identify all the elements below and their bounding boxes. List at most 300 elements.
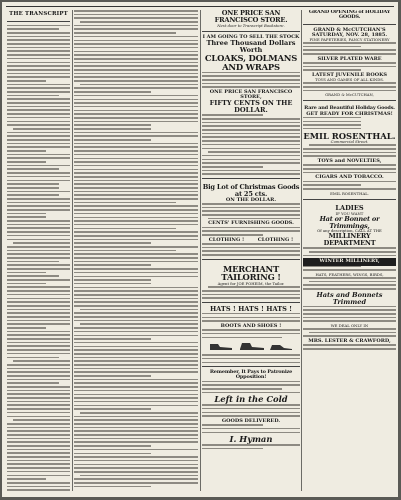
ad-firm: MRS. LESTER & CRAWFORD, bbox=[308, 338, 391, 345]
text-line bbox=[202, 404, 300, 406]
text-line bbox=[74, 69, 198, 71]
text-line bbox=[303, 266, 361, 268]
ad-boots: BOOTS AND SHOES ! bbox=[220, 322, 282, 329]
ad-offer: FIFTY CENTS ON THE DOLLAR. bbox=[209, 99, 293, 115]
ad-body bbox=[202, 404, 300, 417]
ad-body bbox=[303, 164, 396, 173]
masthead-rule bbox=[7, 21, 70, 22]
ad-body bbox=[202, 243, 300, 256]
text-line bbox=[74, 371, 198, 373]
text-line bbox=[74, 408, 151, 410]
text-line bbox=[7, 106, 70, 108]
text-line bbox=[74, 242, 151, 244]
text-line bbox=[74, 228, 176, 230]
text-line bbox=[7, 69, 70, 71]
text-line bbox=[74, 364, 198, 366]
text-line bbox=[74, 128, 151, 130]
text-line bbox=[303, 320, 396, 322]
ad-divider bbox=[202, 178, 300, 181]
text-line bbox=[74, 423, 198, 425]
text-line bbox=[13, 360, 70, 362]
text-line bbox=[7, 187, 59, 189]
text-line bbox=[74, 205, 198, 207]
ad-firm: GRAND & McCUTCHAN'S bbox=[313, 26, 386, 33]
text-line bbox=[74, 478, 198, 480]
text-line bbox=[303, 317, 396, 319]
ad-rule bbox=[202, 31, 300, 32]
text-line bbox=[202, 247, 300, 249]
text-line bbox=[80, 475, 198, 477]
text-line bbox=[7, 334, 70, 336]
text-line bbox=[303, 82, 396, 84]
ad-toys: TOYS AND GAMES OF ALL KINDS. bbox=[315, 77, 384, 83]
editorial-column bbox=[7, 10, 70, 493]
ad-left-in-cold: Left in the Cold bbox=[214, 394, 288, 405]
text-line bbox=[202, 412, 300, 414]
ad-department: MILLINERY DEPARTMENT bbox=[323, 232, 376, 248]
text-line bbox=[74, 91, 151, 93]
text-line bbox=[202, 170, 300, 172]
text-line bbox=[7, 316, 70, 318]
ad-merchant-tailoring bbox=[202, 265, 300, 299]
text-line bbox=[7, 272, 46, 274]
text-line bbox=[303, 164, 396, 166]
text-line bbox=[74, 430, 198, 432]
text-line bbox=[202, 173, 300, 175]
ad-title: Rare and Beautiful Holiday Goods. bbox=[304, 105, 395, 112]
column-rule bbox=[301, 10, 302, 491]
ad-christmas-goods bbox=[202, 184, 300, 256]
ad-name: EMIL ROSENTHAL. bbox=[303, 130, 396, 141]
text-line bbox=[208, 286, 300, 288]
text-line bbox=[74, 99, 198, 101]
text-line bbox=[208, 218, 300, 220]
text-line bbox=[74, 301, 198, 303]
text-line bbox=[7, 331, 70, 333]
text-line bbox=[74, 209, 198, 211]
text-line bbox=[74, 283, 151, 285]
text-line bbox=[74, 379, 198, 381]
text-line bbox=[7, 91, 70, 93]
ad-ready: GET READY FOR CHRISTMAS! bbox=[306, 110, 393, 117]
text-line bbox=[303, 284, 396, 286]
text-line bbox=[7, 239, 70, 241]
text-line bbox=[303, 309, 396, 311]
text-line bbox=[202, 428, 300, 430]
text-line bbox=[7, 338, 70, 340]
news-column bbox=[74, 10, 198, 493]
ad-body bbox=[202, 144, 300, 175]
text-line bbox=[74, 76, 198, 78]
text-line bbox=[7, 250, 70, 252]
text-line bbox=[303, 188, 396, 190]
text-line bbox=[74, 62, 198, 64]
text-line bbox=[74, 17, 198, 19]
text-line bbox=[7, 132, 70, 134]
text-line bbox=[7, 194, 59, 196]
text-line bbox=[202, 294, 300, 296]
text-line bbox=[74, 445, 151, 447]
text-line bbox=[74, 80, 198, 82]
text-line bbox=[74, 220, 198, 222]
text-line bbox=[80, 84, 198, 86]
text-line bbox=[303, 269, 396, 271]
text-line bbox=[74, 132, 198, 134]
ad-body bbox=[202, 354, 300, 363]
text-line bbox=[7, 62, 70, 64]
text-line bbox=[7, 95, 59, 97]
ad-opposition bbox=[202, 370, 300, 449]
text-line bbox=[74, 253, 198, 255]
text-line bbox=[74, 482, 198, 484]
text-line bbox=[74, 327, 198, 329]
text-line bbox=[202, 214, 300, 216]
text-line bbox=[7, 371, 70, 373]
text-line bbox=[74, 456, 198, 458]
text-line bbox=[7, 482, 70, 484]
text-line bbox=[202, 140, 300, 142]
text-line bbox=[74, 460, 198, 462]
text-line bbox=[7, 43, 70, 45]
text-line bbox=[7, 463, 70, 465]
text-line bbox=[74, 146, 198, 148]
text-line bbox=[303, 344, 396, 346]
masthead: THE TRANSCRIPT bbox=[9, 11, 68, 17]
text-line bbox=[74, 154, 198, 156]
text-line bbox=[7, 456, 70, 458]
text-line bbox=[74, 416, 198, 418]
text-line bbox=[74, 276, 198, 278]
text-line bbox=[202, 166, 263, 168]
ad-body bbox=[303, 344, 396, 349]
text-line bbox=[7, 216, 46, 218]
text-line bbox=[74, 375, 151, 377]
text-line bbox=[202, 125, 300, 127]
text-line bbox=[303, 313, 396, 315]
text-line bbox=[303, 306, 396, 308]
ad-goods-delivered: GOODS DELIVERED. bbox=[221, 417, 281, 424]
text-line bbox=[13, 419, 70, 421]
text-line bbox=[7, 124, 70, 126]
ad-body bbox=[303, 144, 396, 157]
text-line bbox=[7, 165, 70, 167]
text-line bbox=[7, 452, 70, 454]
text-line bbox=[7, 379, 70, 381]
text-line bbox=[74, 172, 198, 174]
text-line bbox=[303, 62, 396, 64]
text-line bbox=[74, 14, 198, 16]
text-line bbox=[7, 312, 70, 314]
text-line bbox=[7, 224, 70, 226]
text-line bbox=[7, 172, 70, 174]
text-line bbox=[202, 162, 300, 164]
text-line bbox=[303, 335, 396, 337]
text-line bbox=[7, 301, 70, 303]
text-line bbox=[202, 234, 263, 236]
ad-cash: WE DEAL ONLY IN bbox=[330, 323, 369, 329]
column-rule bbox=[72, 10, 73, 491]
text-line bbox=[7, 47, 70, 49]
text-line bbox=[74, 202, 176, 204]
text-line bbox=[202, 448, 263, 450]
text-line bbox=[13, 128, 70, 130]
text-line bbox=[7, 102, 70, 104]
ad-body bbox=[303, 306, 396, 322]
ad-trimmed: Hats and Bonnets Trimmed bbox=[316, 290, 383, 306]
text-line bbox=[74, 353, 198, 355]
ad-winter: WINTER MILLINERY, bbox=[303, 258, 396, 265]
text-line bbox=[7, 36, 70, 38]
text-line bbox=[202, 114, 263, 116]
text-line bbox=[74, 272, 198, 274]
text-line bbox=[202, 392, 300, 394]
text-line bbox=[7, 58, 70, 60]
ad-column-1 bbox=[202, 10, 300, 493]
text-line bbox=[303, 49, 396, 51]
text-line bbox=[74, 102, 198, 104]
text-line bbox=[74, 58, 198, 60]
text-line bbox=[303, 155, 396, 157]
text-line bbox=[74, 32, 176, 34]
text-line bbox=[202, 354, 300, 356]
text-line bbox=[74, 121, 198, 123]
text-line bbox=[74, 28, 198, 30]
text-line bbox=[202, 129, 300, 131]
text-line bbox=[74, 113, 198, 115]
text-line bbox=[74, 298, 198, 300]
text-line bbox=[202, 415, 300, 417]
text-line bbox=[74, 169, 198, 171]
text-line bbox=[202, 227, 300, 229]
text-line bbox=[202, 86, 300, 88]
text-line bbox=[7, 430, 70, 432]
text-line bbox=[7, 412, 70, 414]
text-line bbox=[7, 257, 70, 259]
text-line bbox=[7, 135, 70, 137]
text-line bbox=[13, 242, 70, 244]
text-line bbox=[303, 86, 396, 88]
text-line bbox=[7, 309, 70, 311]
ad-store-line: ONE PRICE SAN FRANCISCO STORE, bbox=[209, 88, 293, 101]
text-line bbox=[7, 397, 70, 399]
text-line bbox=[74, 143, 198, 145]
text-line bbox=[7, 109, 70, 111]
text-line bbox=[74, 342, 198, 344]
clothing-label: CLOTHING ! bbox=[208, 236, 245, 243]
text-line bbox=[74, 95, 198, 97]
text-line bbox=[7, 73, 70, 75]
text-line bbox=[202, 210, 300, 212]
text-line bbox=[7, 191, 70, 193]
text-line bbox=[7, 253, 70, 255]
column-rule bbox=[200, 10, 201, 491]
text-line bbox=[74, 117, 198, 119]
text-line bbox=[74, 427, 198, 429]
text-line bbox=[74, 47, 198, 49]
text-line bbox=[7, 283, 46, 285]
ad-hyman-signature: I. Hyman bbox=[229, 434, 273, 445]
ad-divider bbox=[202, 259, 300, 262]
text-line bbox=[74, 320, 198, 322]
ad-trim: Hat or Bonnet or Trimmings, bbox=[319, 214, 380, 230]
text-line bbox=[74, 357, 198, 359]
text-line bbox=[309, 332, 396, 334]
text-line bbox=[74, 486, 151, 488]
text-line bbox=[74, 438, 198, 440]
text-line bbox=[202, 388, 282, 390]
news-text bbox=[74, 10, 198, 487]
ad-san-francisco-store bbox=[202, 10, 300, 175]
ad-body bbox=[303, 42, 396, 55]
text-line bbox=[7, 157, 70, 159]
text-line bbox=[7, 390, 70, 392]
ad-divider bbox=[202, 366, 300, 367]
clothing-label: CLOTHING ! bbox=[257, 236, 294, 243]
text-line bbox=[74, 287, 198, 289]
text-line bbox=[303, 172, 396, 174]
text-line bbox=[74, 382, 198, 384]
text-line bbox=[74, 471, 198, 473]
ad-rule bbox=[303, 24, 396, 25]
ad-body bbox=[303, 247, 396, 256]
text-line bbox=[74, 158, 198, 160]
ad-subtitle: ON THE DOLLAR. bbox=[225, 196, 277, 203]
text-line bbox=[7, 275, 59, 277]
editorial-text bbox=[7, 25, 70, 493]
ad-want: IF YOU WANT bbox=[335, 210, 364, 216]
text-line bbox=[7, 146, 70, 148]
text-line bbox=[7, 261, 59, 263]
text-line bbox=[202, 320, 300, 322]
text-line bbox=[74, 36, 198, 38]
text-line bbox=[303, 69, 361, 71]
text-line bbox=[202, 254, 300, 256]
ad-closing: I AM GOING TO SELL THE STOCK bbox=[202, 33, 300, 40]
text-line bbox=[202, 290, 300, 292]
text-line bbox=[202, 333, 300, 335]
text-line bbox=[202, 317, 300, 319]
ad-title: LADIES bbox=[335, 203, 364, 212]
text-line bbox=[303, 328, 396, 330]
text-line bbox=[7, 161, 46, 163]
text-line bbox=[74, 87, 198, 89]
text-line bbox=[303, 168, 396, 170]
text-line bbox=[7, 213, 46, 215]
text-line bbox=[74, 25, 198, 27]
text-line bbox=[7, 393, 70, 395]
text-line bbox=[7, 298, 70, 300]
ad-title: GRAND OPENING of HOLIDAY GOODS. bbox=[308, 10, 391, 21]
text-line bbox=[74, 246, 198, 248]
text-line bbox=[202, 384, 300, 386]
text-line bbox=[7, 320, 70, 322]
text-line bbox=[74, 124, 151, 126]
text-line bbox=[7, 180, 70, 182]
text-line bbox=[202, 203, 300, 205]
ad-amount: Three Thousand Dollars Worth bbox=[206, 39, 296, 54]
text-line bbox=[202, 313, 300, 315]
text-line bbox=[74, 405, 198, 407]
text-line bbox=[7, 246, 70, 248]
text-line bbox=[74, 261, 198, 263]
text-line bbox=[202, 144, 300, 146]
text-line bbox=[7, 486, 70, 488]
text-line bbox=[309, 281, 396, 283]
text-line bbox=[74, 316, 198, 318]
text-line bbox=[7, 209, 70, 211]
text-line bbox=[7, 25, 70, 27]
ad-sub: FINE PAPETERIES, FANCY STATIONERY bbox=[309, 37, 390, 42]
text-line bbox=[7, 438, 70, 440]
ad-signature: EMIL ROSENTHAL. bbox=[330, 190, 369, 196]
text-line bbox=[7, 345, 70, 347]
text-line bbox=[74, 467, 198, 469]
text-line bbox=[74, 73, 198, 75]
ad-column-2 bbox=[303, 10, 396, 493]
ad-silver: SILVER PLATED WARE bbox=[317, 55, 382, 62]
ad-hats: HATS, FEATHERS, WINGS, BIRDS, bbox=[315, 272, 384, 277]
ad-body bbox=[202, 227, 300, 236]
text-line bbox=[7, 65, 70, 67]
text-line bbox=[74, 176, 198, 178]
text-line bbox=[74, 464, 198, 466]
text-line bbox=[7, 305, 70, 307]
text-line bbox=[202, 118, 300, 120]
ad-millinery bbox=[303, 205, 396, 350]
text-line bbox=[74, 40, 198, 42]
text-line bbox=[303, 255, 396, 257]
ad-divider bbox=[202, 302, 300, 303]
ad-title: ONE PRICE SAN FRANCISCO STORE. bbox=[214, 10, 288, 24]
text-line bbox=[74, 51, 198, 53]
text-line bbox=[7, 382, 59, 384]
text-line bbox=[202, 444, 300, 446]
text-line bbox=[202, 362, 300, 364]
text-line bbox=[303, 90, 396, 92]
ad-juvenile: LATEST JUVENILE BOOKS bbox=[311, 72, 388, 79]
text-line bbox=[74, 183, 198, 185]
text-line bbox=[7, 423, 70, 425]
ad-toys: TOYS and NOVELTIES, bbox=[317, 158, 382, 165]
text-line bbox=[7, 198, 70, 200]
text-line bbox=[74, 139, 151, 141]
text-line bbox=[7, 139, 70, 141]
text-line bbox=[202, 148, 300, 150]
text-line bbox=[7, 50, 70, 52]
text-line bbox=[7, 327, 46, 329]
text-line bbox=[7, 386, 70, 388]
text-line bbox=[7, 401, 70, 403]
text-line bbox=[7, 121, 70, 123]
text-line bbox=[7, 441, 70, 443]
text-line bbox=[7, 227, 70, 229]
text-line bbox=[202, 75, 300, 77]
text-line bbox=[7, 220, 70, 222]
text-line bbox=[202, 83, 300, 85]
text-line bbox=[74, 264, 151, 266]
text-line bbox=[7, 87, 70, 89]
text-line bbox=[74, 231, 198, 233]
shoe-illustration-icon bbox=[206, 341, 296, 351]
ad-body bbox=[303, 82, 396, 91]
text-line bbox=[7, 264, 70, 266]
text-line bbox=[202, 159, 300, 161]
text-line bbox=[74, 419, 198, 421]
ad-body bbox=[303, 62, 396, 71]
ad-street: Commercial Street. bbox=[330, 139, 369, 145]
text-line bbox=[7, 471, 70, 473]
top-rule bbox=[6, 6, 394, 7]
